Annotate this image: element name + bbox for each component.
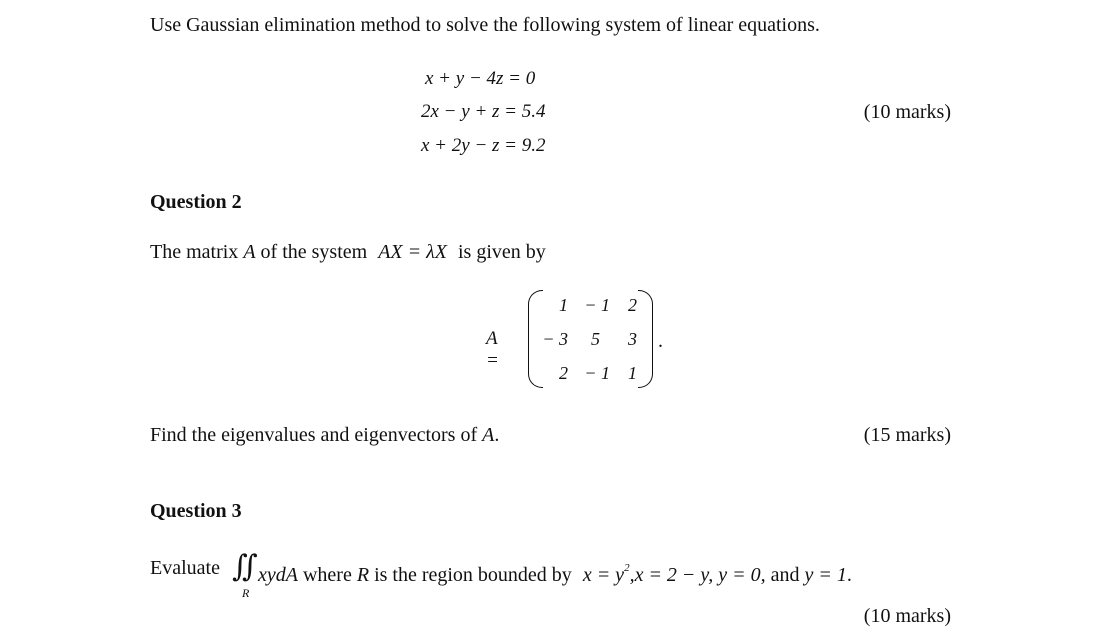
q2-heading: Question 2 [150, 191, 242, 213]
q3-and: and [765, 564, 805, 586]
matrix-cell: 2 [628, 295, 637, 315]
matrix-cell: 3 [628, 329, 637, 349]
q1-marks: (10 marks) [863, 101, 951, 123]
q3-exponent: 2 [624, 562, 630, 574]
matrix-cell: − 1 [584, 363, 610, 383]
q1-intro: Use Gaussian elimination method to solve the following system of linear equations. [150, 14, 820, 36]
matrix-cell: 5 [591, 329, 600, 349]
equation-1: x + y − 4z = 0 [425, 68, 536, 89]
q3-end: . [846, 564, 852, 586]
q2-intro-text-a: The matrix [150, 241, 244, 263]
q2-intro-text-b: of the system [255, 241, 373, 263]
matrix-label: A = [486, 328, 499, 371]
matrix-cell: 2 [559, 363, 568, 383]
double-integral-symbol: ∬ [232, 550, 258, 583]
q2-task-text-b: . [494, 424, 500, 446]
q3-curve-1: x = y [582, 564, 625, 586]
q3-evaluate: Evaluate [150, 557, 220, 579]
q3-where-var: R [356, 564, 370, 586]
q2-task [150, 423, 499, 447]
matrix-cell: 1 [559, 295, 568, 315]
q2-task-text-a: Find the eigenvalues and eigenvectors of [150, 424, 483, 446]
q3-curves: ,x = 2 − y, y = 0, [629, 564, 766, 586]
q2-task-var: A [482, 424, 495, 446]
q2-intro-eq: AX = λX [378, 241, 447, 263]
equation-3: x + 2y − z = 9.2 [421, 135, 546, 156]
q2-intro-text-c: is given by [453, 241, 546, 263]
q2-intro-var: A [243, 241, 256, 263]
matrix-right-paren [638, 290, 653, 388]
q3-heading: Question 3 [150, 500, 242, 522]
integral-region-label: R [242, 586, 250, 600]
q2-marks: (15 marks) [863, 424, 951, 446]
equation-2: 2x − y + z = 5.4 [421, 101, 546, 122]
matrix-cell: − 1 [584, 295, 610, 315]
q3-statement [258, 556, 852, 587]
matrix-cell: 1 [628, 363, 637, 383]
q3-where-a: where [297, 564, 357, 586]
q2-intro [150, 240, 546, 264]
q3-where-b: is the region bounded by [369, 564, 577, 586]
q3-integrand: xydA [258, 564, 298, 586]
q3-curve-last: y = 1 [804, 564, 847, 586]
matrix-cell: − 3 [542, 329, 568, 349]
matrix-period: . [658, 330, 663, 352]
q3-marks: (10 marks) [863, 605, 951, 627]
